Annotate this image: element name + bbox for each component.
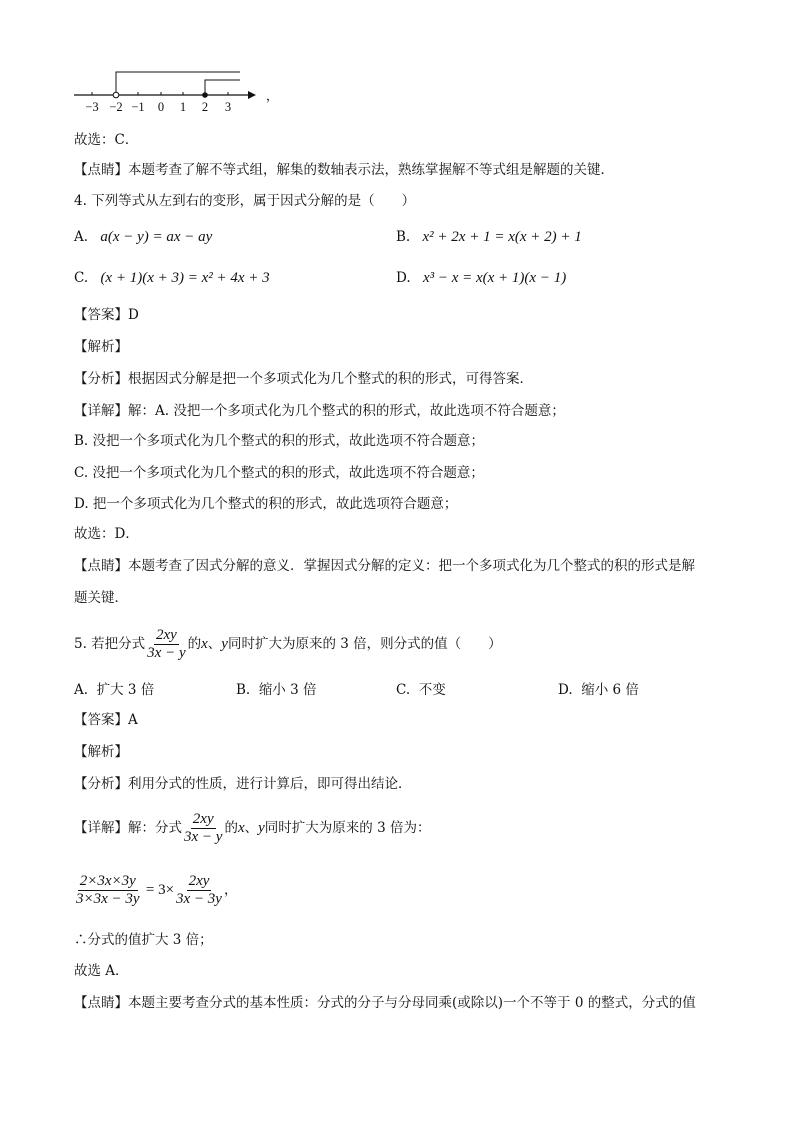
q4-line-d: D. 把一个多项式化为几个整式的积的形式，故此选项符合题意；	[74, 496, 458, 512]
tick-label: −2	[109, 100, 123, 114]
q4-line-b: B. 没把一个多项式化为几个整式的积的形式，故此选项不符合题意；	[74, 433, 485, 449]
prev-comment	[74, 160, 614, 180]
q4-line-c: C. 没把一个多项式化为几个整式的积的形式，故此选项不符合题意；	[74, 465, 484, 481]
fraction-numerator: 2xy	[188, 873, 210, 889]
q5-comment	[74, 993, 696, 1013]
option-label: B.	[236, 682, 251, 698]
calc-fraction-left	[74, 873, 142, 908]
xiangjie-pre: 解：分式	[128, 820, 182, 836]
option-label: D.	[558, 682, 573, 698]
q5-option-b	[236, 680, 316, 700]
calc-equals: = 3×	[145, 882, 175, 898]
var-x: x	[201, 636, 208, 652]
tick-label: 3	[224, 100, 232, 114]
axis-arrow	[248, 91, 256, 99]
open-point	[113, 92, 119, 98]
stem-pre: 5. 若把分式	[74, 636, 146, 652]
q5-answer	[74, 710, 138, 730]
closed-point	[202, 92, 208, 98]
q5-choice: 故选 A．	[74, 963, 129, 979]
answer-value: A	[128, 712, 138, 728]
q5-fenxi	[74, 774, 412, 794]
fenxi-tag: 【分析】	[74, 371, 128, 387]
q4-xiangjie	[74, 401, 565, 421]
q4-comment	[74, 556, 695, 576]
xiangjie-sep: 、	[244, 820, 259, 836]
comment-text: 本题考查了解不等式组，解集的数轴表示法，熟练掌握解不等式组是解题的关键．	[128, 162, 614, 178]
xiangjie-tag: 【详解】	[74, 403, 128, 419]
q5-therefore: ∴分式的值扩大 3 倍；	[74, 932, 213, 948]
number-line-figure	[70, 60, 290, 118]
answer-tag: 【答案】	[74, 712, 128, 728]
q4-choice: 故选：D．	[74, 526, 139, 542]
option-label: C.	[396, 682, 411, 698]
q5-option-c	[396, 680, 446, 700]
q4-fenxi	[74, 369, 533, 389]
fraction-denominator: 3x − 3y	[176, 891, 222, 907]
fraction-denominator: 3x − y	[147, 645, 186, 661]
comment-tag: 【点睛】	[74, 558, 128, 574]
solution-bracket-outer	[116, 72, 240, 95]
tick-label: −3	[85, 100, 99, 114]
stem-mid: 的	[187, 636, 202, 652]
option-label: D.	[396, 270, 411, 286]
q4-answer	[74, 305, 139, 325]
fraction-denominator: 3x − y	[184, 829, 223, 845]
option-label: B.	[396, 229, 411, 245]
q5-stem	[74, 626, 502, 662]
q4-stem: 4. 下列等式从左到右的变形，属于因式分解的是（ ）	[74, 193, 416, 209]
option-text: 不变	[418, 682, 446, 698]
fraction-numerator: 2xy	[155, 627, 177, 643]
q5-calculation	[74, 870, 237, 910]
calc-fraction-right	[174, 873, 224, 908]
stem-fraction	[145, 627, 187, 662]
q5-option-a	[74, 680, 154, 700]
trailing-comma: ，	[266, 89, 279, 103]
xiangjie-tag: 【详解】	[74, 820, 128, 836]
tick-label: 1	[179, 100, 187, 114]
q4-option-c	[74, 268, 270, 288]
option-label: A.	[74, 682, 89, 698]
comment-text: 本题主要考查分式的基本性质：分式的分子与分母同乘(或除以)一个不等于 0 的整式，分式的值	[128, 995, 696, 1011]
comment-tag: 【点睛】	[74, 995, 128, 1011]
option-text: 扩大 3 倍	[96, 682, 155, 698]
solution-bracket-inner	[205, 80, 240, 95]
answer-tag: 【答案】	[74, 307, 128, 323]
xiangjie-mid: 的	[224, 820, 238, 836]
var-y: y	[221, 636, 228, 652]
option-text: 缩小 6 倍	[581, 682, 639, 698]
tick-label: −1	[131, 100, 145, 114]
tick-label: 0	[157, 100, 165, 114]
fraction-numerator: 2xy	[192, 811, 214, 827]
option-expr: (x + 1)(x + 3) = x² + 4x + 3	[100, 270, 270, 286]
answer-value: D	[128, 307, 139, 323]
fenxi-text: 根据因式分解是把一个多项式化为几个整式的积的形式，可得答案．	[128, 371, 533, 387]
fraction-numerator: 2×3x×3y	[79, 873, 136, 889]
q5-xiangjie	[74, 810, 430, 846]
q5-analysis-tag: 【解析】	[74, 744, 128, 760]
option-text: 缩小 3 倍	[258, 682, 317, 698]
q5-option-d	[558, 680, 639, 700]
option-label: C.	[74, 270, 89, 286]
xiangjie-text: 解：A. 没把一个多项式化为几个整式的积的形式，故此选项不符合题意；	[128, 403, 565, 419]
q4-option-b	[396, 227, 582, 247]
xiangjie-fraction	[182, 811, 224, 846]
comment-text: 本题考查了因式分解的意义．掌握因式分解的定义：把一个多项式化为几个整式的积的形式是解	[128, 558, 695, 574]
var-x: x	[237, 820, 245, 836]
q4-analysis-tag: 【解析】	[74, 339, 128, 355]
option-expr: x³ − x = x(x + 1)(x − 1)	[422, 270, 567, 286]
xiangjie-post: 同时扩大为原来的 3 倍为：	[264, 820, 431, 836]
option-expr: a(x − y) = ax − ay	[100, 229, 213, 245]
option-expr: x² + 2x + 1 = x(x + 2) + 1	[422, 229, 582, 245]
tick-label: 2	[201, 100, 209, 114]
fenxi-tag: 【分析】	[74, 776, 128, 792]
fraction-denominator: 3×3x − 3y	[76, 891, 140, 907]
stem-post: 同时扩大为原来的 3 倍，则分式的值（ ）	[227, 636, 502, 652]
stem-sep: 、	[207, 636, 222, 652]
q4-comment-cont: 题关键．	[74, 590, 128, 606]
q4-option-d	[396, 268, 566, 288]
q4-option-a	[74, 227, 212, 247]
var-y: y	[258, 820, 265, 836]
prev-choice: 故选：C．	[74, 132, 139, 148]
fenxi-text: 利用分式的性质，进行计算后，即可得出结论．	[128, 776, 412, 792]
calc-tail: ，	[223, 882, 238, 898]
comment-tag: 【点睛】	[74, 162, 128, 178]
option-label: A.	[74, 229, 89, 245]
